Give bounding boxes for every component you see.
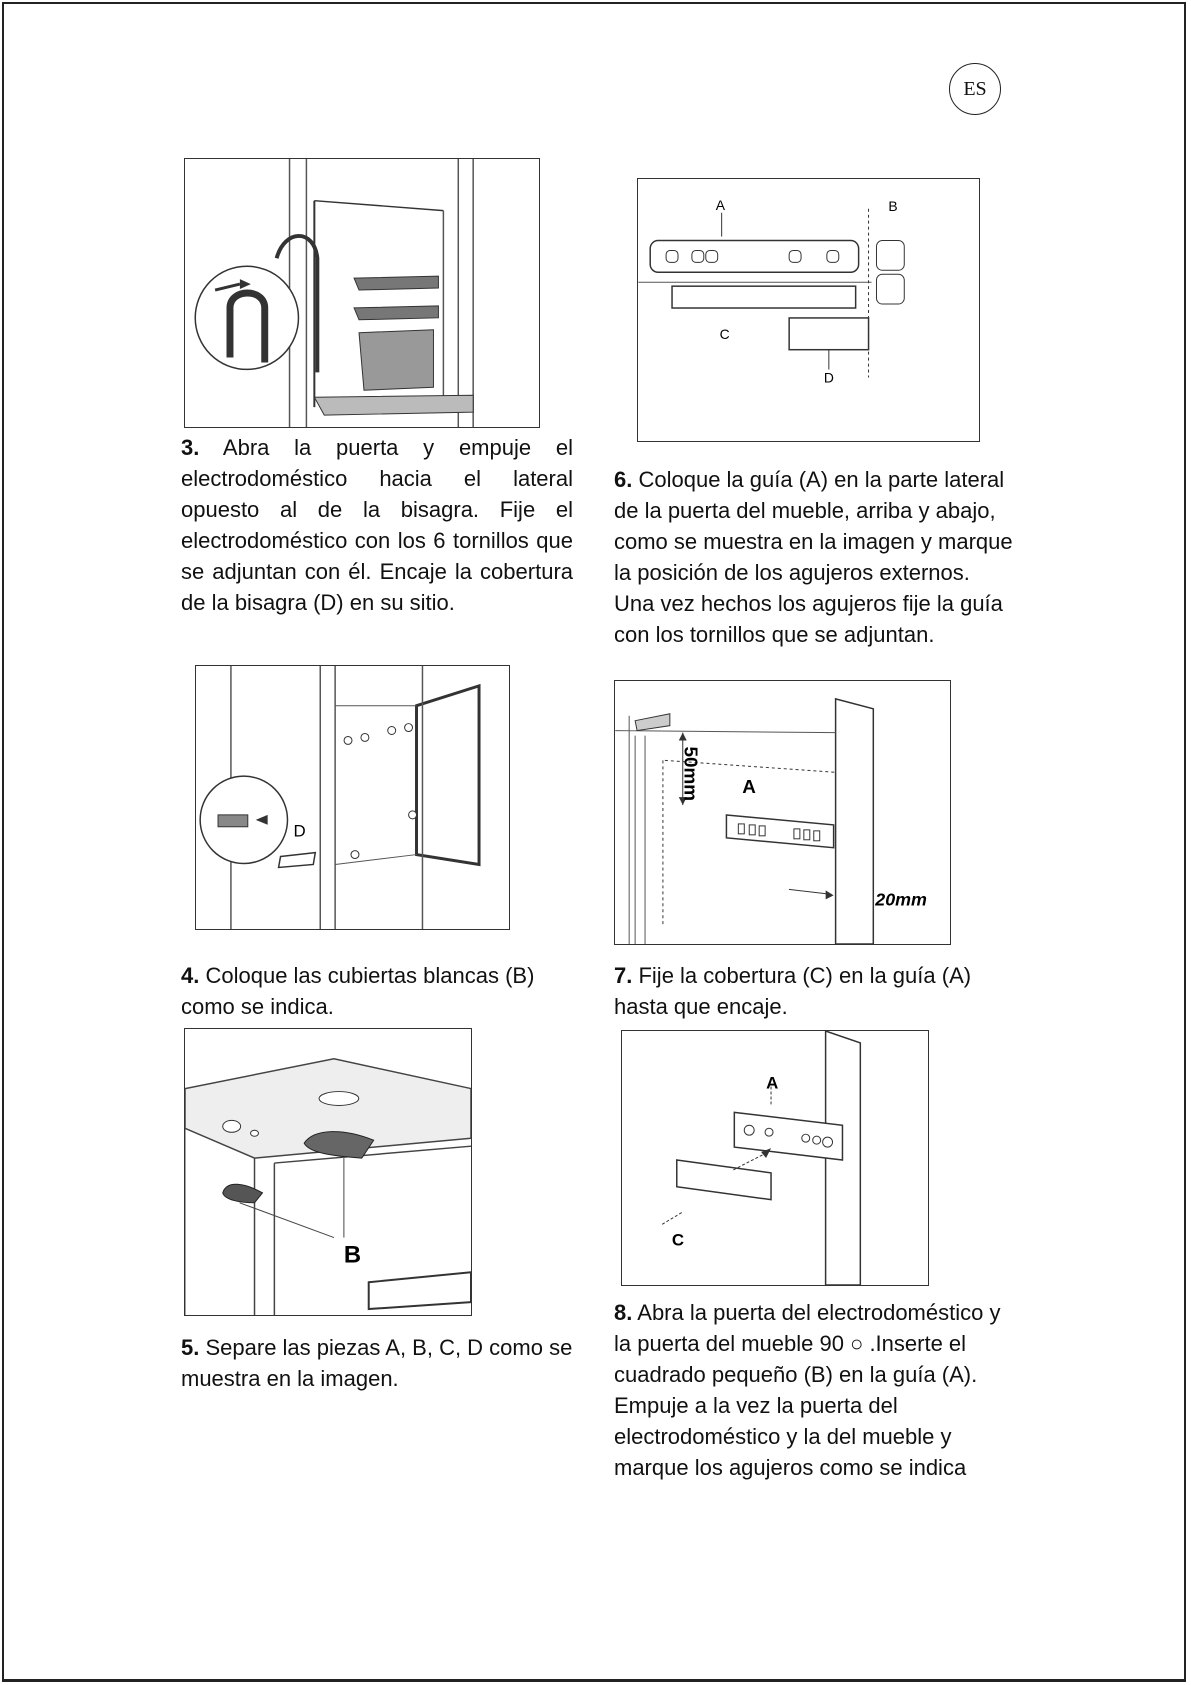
language-badge: ES [949, 63, 1001, 115]
step3-text: Abra la puerta y empuje el electrodoméstico hacia el lateral opuesto al de la bisagra. Fije el electrodoméstico con los 6 tornillos que se adjuntan con él. Encaje la cobertura de la bisagra (D) en su sitio. [181, 435, 573, 615]
figure-step6-parts [637, 178, 980, 442]
caption-step3 [181, 432, 573, 618]
fig8-label-c: C [671, 1230, 684, 1250]
fig6-label-d: D [823, 369, 834, 386]
caption-step5 [181, 1332, 573, 1394]
fig4-label-d: D [293, 821, 306, 841]
fig6-label-a: A [715, 196, 725, 213]
caption-step7 [614, 960, 1014, 1022]
figure-step5-white-covers [184, 1028, 472, 1316]
fig6-label-b: B [888, 197, 898, 214]
figure-step8-cover-on-guide [621, 1030, 929, 1286]
caption-step4 [181, 960, 573, 1022]
step8-text: Abra la puerta del electrodoméstico y la puerta del mueble 90 ○ .Inserte el cuadrado pequeño (B) en la guía (A). Empuje a la vez la puerta del electrodoméstico y la del mueble y marque los agujeros como se indica [614, 1300, 1001, 1480]
step4-text: Coloque las cubiertas blancas (B) como se indica. [181, 963, 535, 1019]
step3-number: 3. [181, 435, 200, 460]
caption-step6 [614, 464, 1014, 650]
step5-number: 5. [181, 1335, 200, 1360]
figure-step4-hinge-covers [195, 665, 510, 930]
step8-number: 8. [614, 1300, 633, 1325]
fig8-label-a: A [766, 1073, 779, 1093]
step7-text: Fije la cobertura (C) en la guía (A) hasta que encaje. [614, 963, 972, 1019]
figure-step7-guide-placement [614, 680, 951, 945]
fig7-dim-vertical: 50mm [680, 746, 702, 801]
step7-number: 7. [614, 963, 633, 988]
bottom-rule [2, 1679, 1186, 1682]
step4-number: 4. [181, 963, 200, 988]
step6-number: 6. [614, 467, 633, 492]
fig6-label-c: C [719, 325, 730, 342]
step5-text: Separe las piezas A, B, C, D como se muestra en la imagen. [181, 1335, 573, 1391]
caption-step8 [614, 1297, 1014, 1483]
figure-step3-fridge-hinge [184, 158, 540, 428]
fig5-label-b: B [343, 1241, 362, 1269]
step6-text: Coloque la guía (A) en la parte lateral de la puerta del mueble, arriba y abajo, como se muestra en la imagen y marque la posición de los agujeros externos. Una vez hechos los agujeros fije la guía con los tornillos que se adjuntan. [614, 467, 1013, 647]
fig7-label-a: A [742, 776, 756, 798]
fig7-dim-horizontal: 20mm [875, 889, 927, 910]
